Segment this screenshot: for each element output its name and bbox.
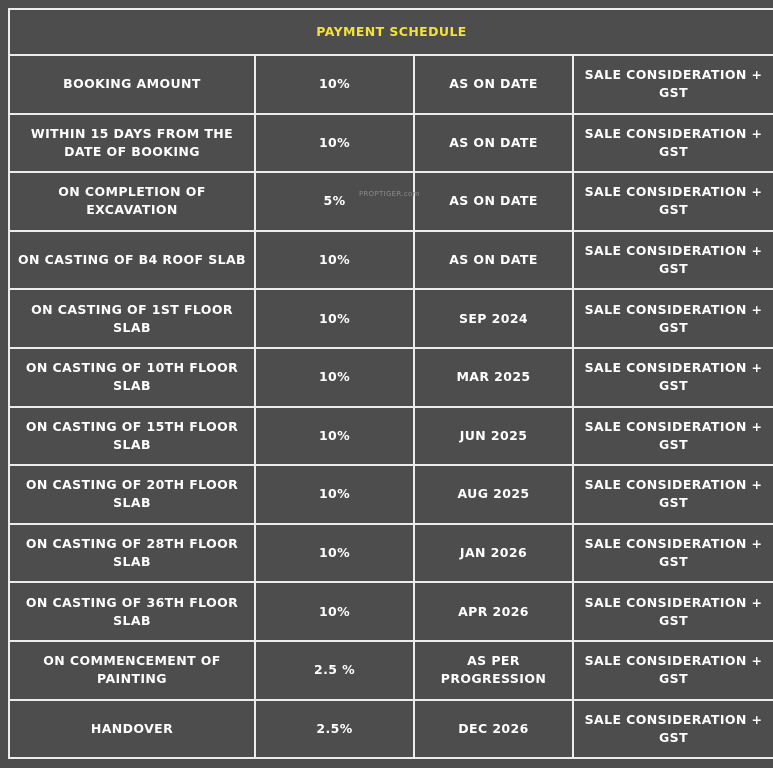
table-row — [9, 641, 773, 700]
table-row — [9, 348, 773, 407]
payment-basis-cell: SALE CONSIDERATION + GST — [573, 348, 773, 407]
payment-basis-cell: SALE CONSIDERATION + GST — [573, 582, 773, 641]
percentage-cell: 10% — [255, 348, 414, 407]
payment-basis-cell: SALE CONSIDERATION + GST — [573, 289, 773, 348]
milestone-cell: ON CASTING OF 1ST FLOOR SLAB — [9, 289, 255, 348]
due-date-cell: DEC 2026 — [414, 700, 573, 759]
table-row — [9, 231, 773, 290]
payment-schedule-table — [8, 8, 773, 759]
milestone-cell: ON CASTING OF 28TH FLOOR SLAB — [9, 524, 255, 583]
due-date-cell: SEP 2024 — [414, 289, 573, 348]
title-row — [9, 9, 773, 55]
payment-basis-cell: SALE CONSIDERATION + GST — [573, 465, 773, 524]
table-row — [9, 582, 773, 641]
due-date-cell: AS ON DATE — [414, 231, 573, 290]
percentage-cell: 10% — [255, 407, 414, 466]
milestone-cell: ON COMPLETION OF EXCAVATION — [9, 172, 255, 231]
due-date-cell: AS ON DATE — [414, 172, 573, 231]
milestone-cell: ON CASTING OF 10TH FLOOR SLAB — [9, 348, 255, 407]
percentage-cell: 2.5 % — [255, 641, 414, 700]
percentage-cell: 10% — [255, 289, 414, 348]
table-row — [9, 524, 773, 583]
payment-basis-cell: SALE CONSIDERATION + GST — [573, 641, 773, 700]
percentage-cell: 10% — [255, 465, 414, 524]
milestone-cell: WITHIN 15 DAYS FROM THE DATE OF BOOKING — [9, 114, 255, 173]
percentage-cell: 5% — [255, 172, 414, 231]
payment-basis-cell: SALE CONSIDERATION + GST — [573, 524, 773, 583]
due-date-cell: AS ON DATE — [414, 114, 573, 173]
table-row — [9, 700, 773, 759]
table-title: PAYMENT SCHEDULE — [9, 9, 773, 55]
due-date-cell: JUN 2025 — [414, 407, 573, 466]
due-date-cell: AUG 2025 — [414, 465, 573, 524]
due-date-cell: JAN 2026 — [414, 524, 573, 583]
milestone-cell: ON CASTING OF 36TH FLOOR SLAB — [9, 582, 255, 641]
table-row — [9, 55, 773, 114]
due-date-cell: AS ON DATE — [414, 55, 573, 114]
percentage-cell: 10% — [255, 524, 414, 583]
milestone-cell: ON CASTING OF 15TH FLOOR SLAB — [9, 407, 255, 466]
table-row — [9, 407, 773, 466]
percentage-cell: 2.5% — [255, 700, 414, 759]
percentage-cell: 10% — [255, 231, 414, 290]
payment-basis-cell: SALE CONSIDERATION + GST — [573, 55, 773, 114]
milestone-cell: HANDOVER — [9, 700, 255, 759]
payment-basis-cell: SALE CONSIDERATION + GST — [573, 114, 773, 173]
payment-basis-cell: SALE CONSIDERATION + GST — [573, 407, 773, 466]
payment-basis-cell: SALE CONSIDERATION + GST — [573, 172, 773, 231]
percentage-cell: 10% — [255, 55, 414, 114]
table-row — [9, 465, 773, 524]
percentage-cell: 10% — [255, 582, 414, 641]
milestone-cell: ON COMMENCEMENT OF PAINTING — [9, 641, 255, 700]
table-row — [9, 289, 773, 348]
due-date-cell: APR 2026 — [414, 582, 573, 641]
watermark: PROPTIGER.com — [359, 190, 420, 198]
payment-basis-cell: SALE CONSIDERATION + GST — [573, 700, 773, 759]
table-row — [9, 114, 773, 173]
milestone-cell: ON CASTING OF 20TH FLOOR SLAB — [9, 465, 255, 524]
milestone-cell: BOOKING AMOUNT — [9, 55, 255, 114]
percentage-cell: 10% — [255, 114, 414, 173]
table-row — [9, 172, 773, 231]
milestone-cell: ON CASTING OF B4 ROOF SLAB — [9, 231, 255, 290]
payment-basis-cell: SALE CONSIDERATION + GST — [573, 231, 773, 290]
due-date-cell: MAR 2025 — [414, 348, 573, 407]
due-date-cell: AS PER PROGRESSION — [414, 641, 573, 700]
